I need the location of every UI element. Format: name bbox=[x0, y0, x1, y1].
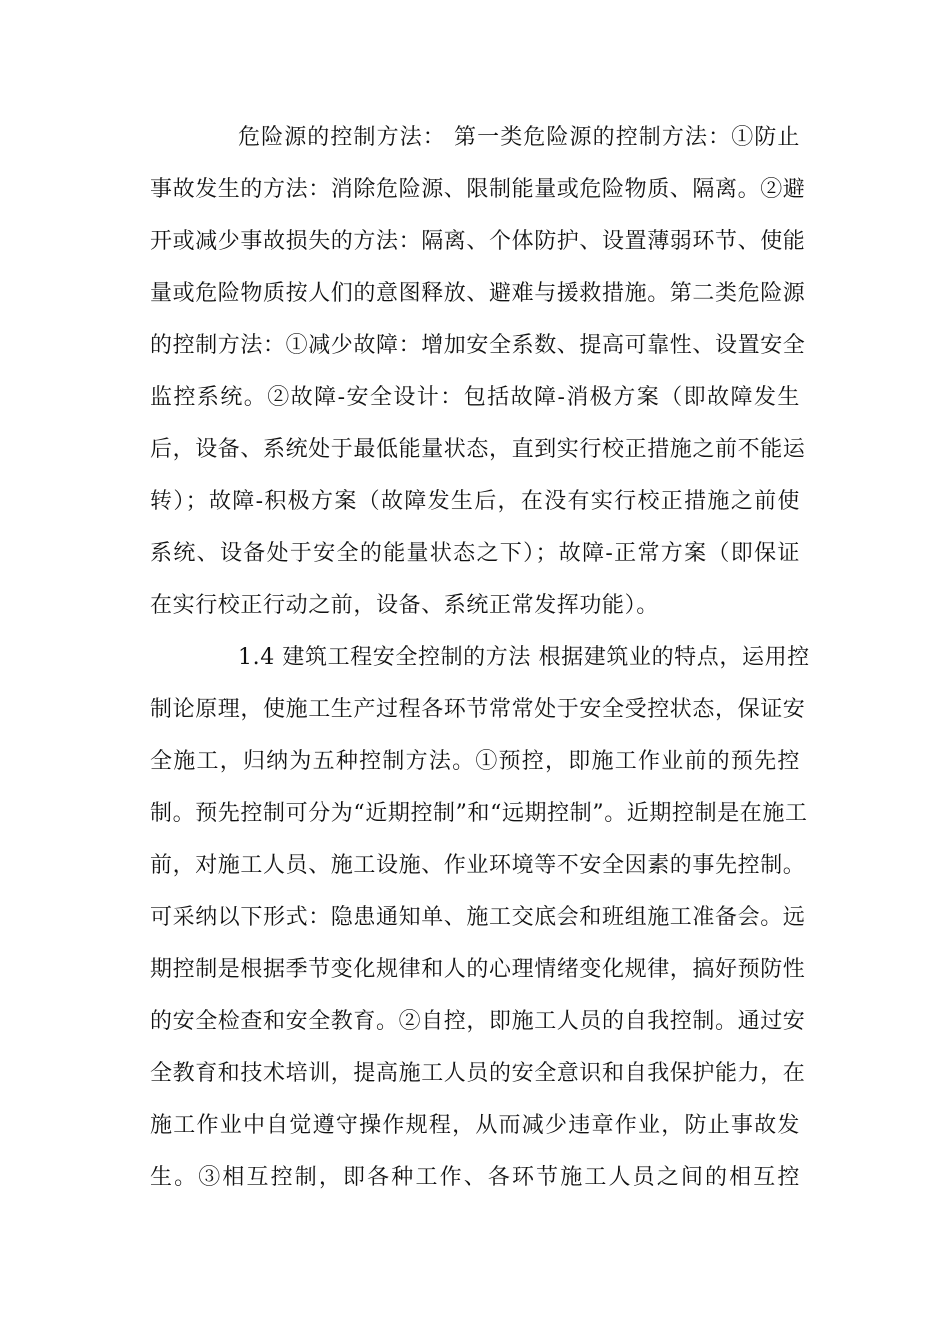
text-line: 全教育和技术培训，提高施工人员的安全意识和自我保护能力，在 bbox=[150, 1061, 806, 1086]
text-line: 量或危险物质按人们的意图释放、避难与援救措施。第二类危险源 bbox=[150, 281, 806, 306]
text-line: 生。③相互控制，即各种工作、各环节施工人员之间的相互控 bbox=[150, 1165, 800, 1190]
text-line: 监控系统。②故障-安全设计：包括故障-消极方案（即故障发生 bbox=[150, 385, 800, 410]
text-line: 可采纳以下形式：隐患通知单、施工交底会和班组施工准备会。远 bbox=[150, 905, 806, 930]
text-line: 制。预先控制可分为“近期控制”和“远期控制”。近期控制是在施工 bbox=[150, 801, 808, 826]
text-line: 事故发生的方法：消除危险源、限制能量或危险物质、隔离。②避 bbox=[150, 177, 806, 202]
text-line: 施工作业中自觉遵守操作规程，从而减少违章作业，防止事故发 bbox=[150, 1113, 800, 1138]
text-line: 系统、设备处于安全的能量状态之下）；故障-正常方案（即保证 bbox=[150, 541, 800, 566]
text-line: 制论原理，使施工生产过程各环节常常处于安全受控状态，保证安 bbox=[150, 697, 806, 722]
text-line: 全施工，归纳为五种控制方法。①预控，即施工作业前的预先控 bbox=[150, 749, 800, 774]
text-line: 危险源的控制方法： 第一类危险源的控制方法：①防止 bbox=[238, 125, 800, 150]
text-line: 后，设备、系统处于最低能量状态，直到实行校正措施之前不能运 bbox=[150, 437, 806, 462]
text-line: 开或减少事故损失的方法：隔离、个体防护、设置薄弱环节、使能 bbox=[150, 229, 806, 254]
text-line: 期控制是根据季节变化规律和人的心理情绪变化规律，搞好预防性 bbox=[150, 957, 806, 982]
text-line: 在实行校正行动之前，设备、系统正常发挥功能）。 bbox=[150, 593, 659, 618]
text-line: 的安全检查和安全教育。②自控，即施工人员的自我控制。通过安 bbox=[150, 1009, 806, 1034]
text-line: 的控制方法：①减少故障：增加安全系数、提高可靠性、设置安全 bbox=[150, 333, 806, 358]
text-line: 1.4 建筑工程安全控制的方法 根据建筑业的特点，运用控 bbox=[238, 645, 810, 670]
text-line: 前，对施工人员、施工设施、作业环境等不安全因素的事先控制。 bbox=[150, 853, 806, 878]
text-line: 转）；故障-积极方案（故障发生后，在没有实行校正措施之前使 bbox=[150, 489, 800, 514]
